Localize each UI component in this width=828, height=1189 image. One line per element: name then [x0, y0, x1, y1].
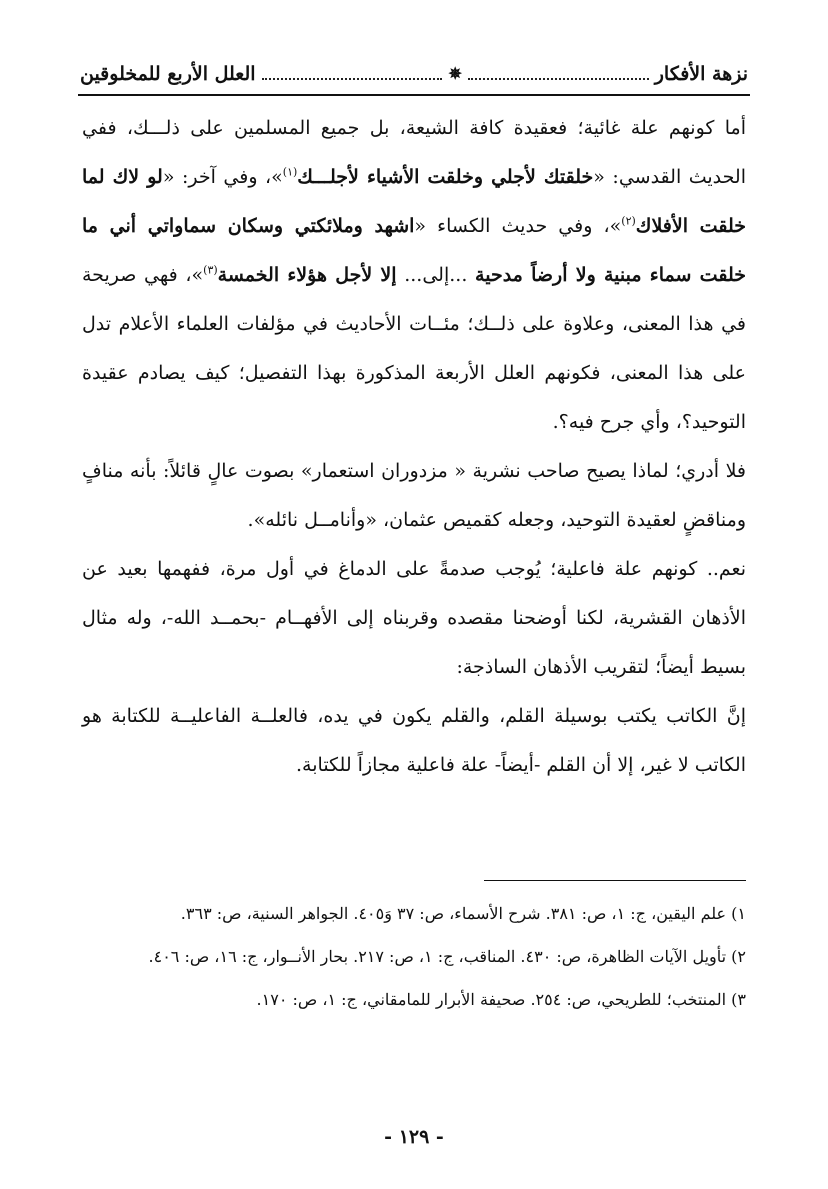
paragraph: نعم.. كونهم علة فاعلية؛ يُوجب صدمةً على الدماغ في أول مرة، ففهمها بعيد عن الأذهان القشرية، لكنا أوضحنا مقصده وقربناه إلى الأفهــام -بحمــد الله-، وله مثال بسيط أيضاً؛ لتقريب الأذهان الساذجة:: [82, 558, 746, 678]
text-run: أما كونهم علة غائية؛ فعقيدة كافة الشيعة، بل جميع المسلمين على ذلـــك، ففي الحديث القدسي: «: [82, 117, 746, 188]
header-dot-leader: [262, 78, 443, 80]
header-divider: [78, 94, 750, 96]
footnote-divider: [484, 880, 746, 881]
quote-hadith: اشهد وملائكتي وسكان سماواتي أني ما خلقت سماء مبنية ولا أرضاً مدحية: [82, 215, 746, 286]
footnote-ref[interactable]: (٣): [203, 263, 218, 277]
text-run: ...إلى...: [396, 264, 476, 286]
running-header: [80, 58, 748, 90]
star-ornament-icon: ✵: [448, 64, 462, 83]
text-run: »، وفي آخر: «: [162, 166, 283, 188]
paragraph: [82, 104, 746, 447]
text-run: »، فهي صريحة في هذا المعنى، وعلاوة على ذلــك؛ مئــات الأحاديث في مؤلفات العلماء الأعلام تدل على هذا المعنى، فكونهم العلل الأربعة المذكورة بهذا التفصيل؛ كيف يصادم عقيدة التوحيد؟، وأي جرح فيه؟.: [82, 264, 746, 433]
footnote-ref[interactable]: (١): [282, 165, 298, 179]
body-text: [82, 104, 746, 790]
page-number: - ١٢٩ -: [384, 1126, 444, 1148]
footnote: ٢) تأويل الآيات الظاهرة، ص: ٤٣٠. المناقب، ج: ١، ص: ٢١٧. بحار الأنــوار، ج: ١٦، ص: ٤٠٦.: [148, 947, 746, 966]
quote-hadith: لو لاك لما خلقت الأفلاك: [82, 166, 746, 237]
footnotes: [82, 892, 746, 1021]
quote-hadith: خلقتك لأجلي وخلقت الأشياء لأجلـــك: [297, 166, 594, 188]
header-dot-leader: [468, 78, 649, 80]
header-book-title: نزهة الأفكار: [654, 63, 748, 85]
header-chapter-title: العلل الأربع للمخلوقين: [79, 63, 256, 85]
paragraph: إنَّ الكاتب يكتب بوسيلة القلم، والقلم يكون في يده، فالعلــة الفاعليــة للكتابة هو الكاتب لا غير، إلا أن القلم -أيضاً- علة فاعلية مجازاً للكتابة.: [82, 705, 746, 776]
text-run: »، وفي حديث الكساء «: [414, 215, 622, 237]
footnote: ١) علم اليقين، ج: ١، ص: ٣٨١. شرح الأسماء، ص: ٣٧ وَ٤٠٥. الجواهر السنية، ص: ٣٦٣.: [180, 904, 746, 923]
footnote: ٣) المنتخب؛ للطريحي، ص: ٢٥٤. صحيفة الأبرار للمامقاني، ج: ١، ص: ١٧٠.: [256, 990, 746, 1009]
footnote-ref[interactable]: (٢): [621, 214, 636, 228]
paragraph: فلا أدري؛ لماذا يصيح صاحب نشرية « مزدوران استعمار» بصوت عالٍ قائلاً: بأنه منافٍ ومناقضٍ لعقيدة التوحيد، وجعله كقميص عثمان، «وأنامــل نائله».: [82, 460, 746, 531]
quote-hadith: إلا لأجل هؤلاء الخمسة: [217, 264, 397, 286]
